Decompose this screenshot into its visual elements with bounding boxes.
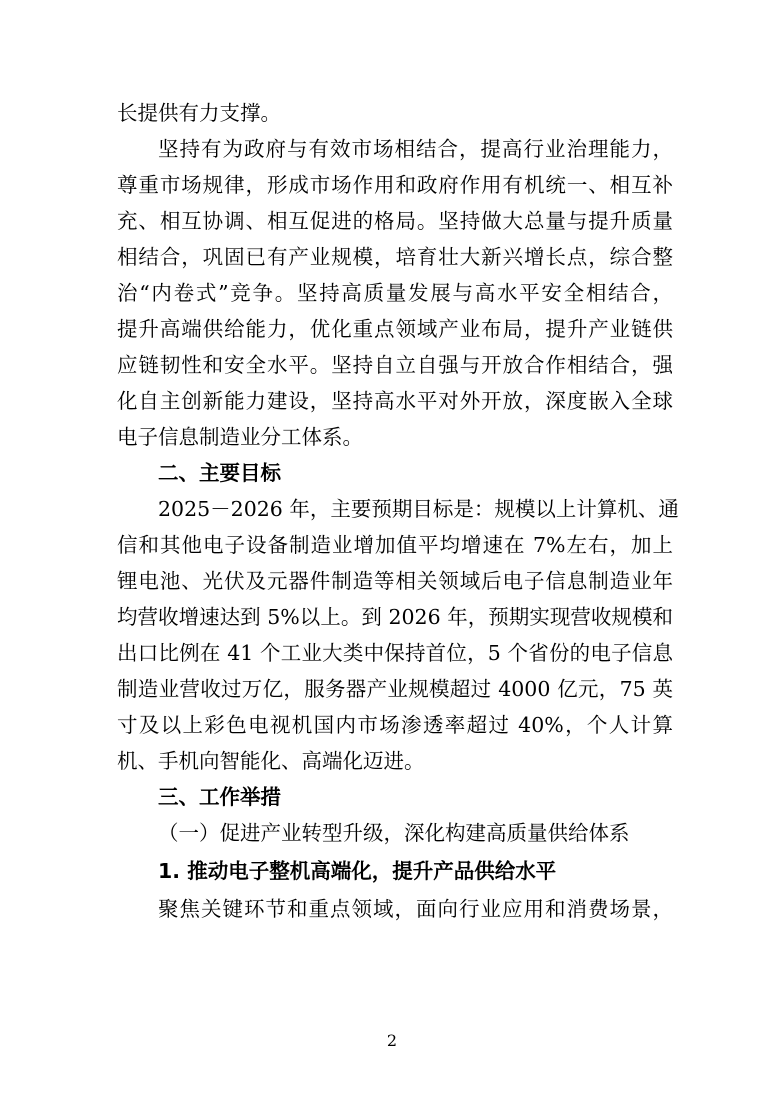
text-line: 长提供有力支撑。: [117, 101, 281, 125]
text-line: 均营收增速达到 5%以上。到 2026 年，预期实现营收规模和: [117, 605, 673, 629]
body-text: [117, 95, 679, 927]
text-line: 治“内卷式”竞争。坚持高质量发展与高水平安全相结合，: [117, 281, 673, 305]
text-line: 电子信息制造业分工体系。: [117, 425, 363, 449]
text-line: 机、手机向智能化、高端化迈进。: [117, 749, 425, 773]
text-line: 锂电池、光伏及元器件制造等相关领域后电子信息制造业年: [117, 569, 673, 593]
section-heading: 三、工作举措: [158, 785, 281, 809]
text-line: 化自主创新能力建设，坚持高水平对外开放，深度嵌入全球: [117, 389, 673, 413]
text-line: 寸及以上彩色电视机国内市场渗透率超过 40%，个人计算: [117, 713, 673, 737]
text-line: 应链韧性和安全水平。坚持自立自强与开放合作相结合，强: [117, 353, 673, 377]
text-line: 出口比例在 41 个工业大类中保持首位，5 个省份的电子信息: [117, 641, 673, 665]
section-heading: 二、主要目标: [158, 461, 281, 485]
item-heading: 1. 推动电子整机高端化，提升产品供给水平: [158, 859, 557, 883]
text-line: 提升高端供给能力，优化重点领域产业布局，提升产业链供: [117, 317, 673, 341]
text-line: 尊重市场规律，形成市场作用和政府作用有机统一、相互补: [117, 173, 673, 197]
page-number: 2: [386, 1031, 398, 1050]
text-line: 充、相互协调、相互促进的格局。坚持做大总量与提升质量: [117, 209, 673, 233]
text-line: 相结合，巩固已有产业规模，培育壮大新兴增长点，综合整: [117, 245, 673, 269]
text-line: 坚持有为政府与有效市场相结合，提高行业治理能力，: [158, 137, 673, 161]
text-line: 聚焦关键环节和重点领域，面向行业应用和消费场景，: [158, 897, 673, 921]
text-line: 2025－2026 年，主要预期目标是：规模以上计算机、通: [158, 497, 679, 521]
subsection-heading: （一）促进产业转型升级，深化构建高质量供给体系: [158, 821, 630, 845]
text-line: 信和其他电子设备制造业增加值平均增速在 7%左右，加上: [117, 533, 673, 557]
text-line: 制造业营收过万亿，服务器产业规模超过 4000 亿元，75 英: [117, 677, 673, 701]
